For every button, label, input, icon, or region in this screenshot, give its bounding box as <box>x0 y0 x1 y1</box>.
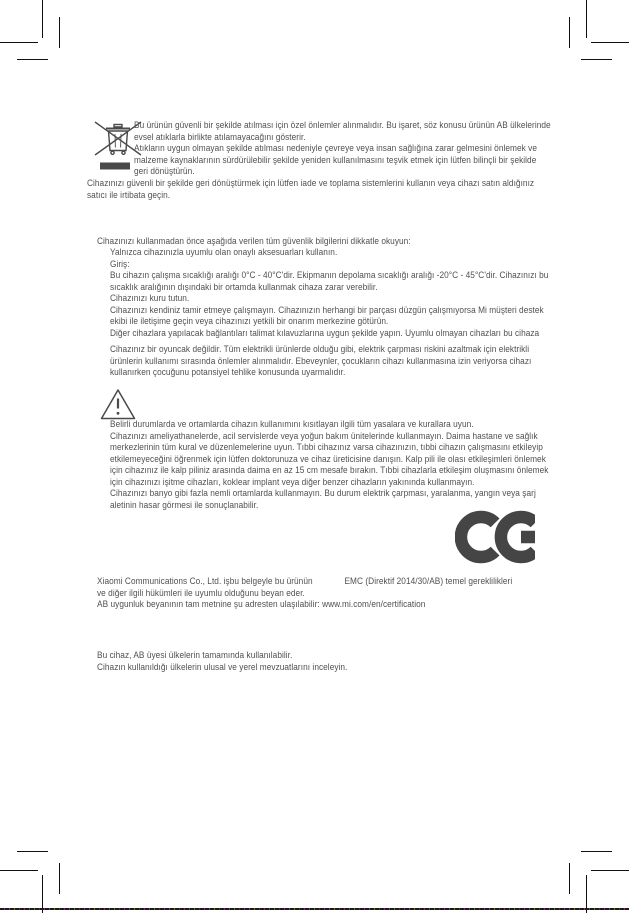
text-line: Cihazınızı ameliyathanelerde, acil servislerde veya yoğun bakım ünitelerinde kullanmayın. Daima hastane ve sağlık <box>110 430 538 441</box>
text-line: etkilemeyeceğini öğrenmek için lütfen doktorunuza ve cihaz üreticisine danışın. Kalp pili ile olası etkileşimleri önlemek <box>110 453 546 464</box>
crop-mark <box>581 59 612 60</box>
weee-bar <box>100 163 130 170</box>
crop-mark <box>0 42 38 43</box>
text-line: kullanırken çocuğunu potansiyel tehlike konusunda uyarmalıdır. <box>110 367 346 377</box>
text-line: Bu cihazın çalışma sıcaklığı aralığı 0°C - 40°C'dir. Ekipmanın depolama sıcaklığı aralığı -20°C - 45°C'dir. Cihazınızı bu <box>110 270 549 280</box>
text-line: Cihazınızı güvenli bir şekilde geri dönüştürmek için lütfen iade ve toplama sistemlerini kullanın veya cihazı satın aldığınız <box>87 178 535 188</box>
text-line: için cihazınızı işitme cihazları, koklear implant veya diğer benzer cihazların yakınında kullanmayın. <box>110 476 475 487</box>
usage-note <box>97 650 347 673</box>
text-line: sıcaklık aralığının dışındaki bir ortamda kullanmak cihaza zarar verebilir. <box>110 281 378 292</box>
print-color-strip <box>0 908 629 910</box>
text-line: Bu ürünün güvenli bir şekilde atılması için özel önlemler alınmalıdır. Bu işaret, söz konusu ürünün AB ülkelerinde <box>134 120 551 130</box>
safety-list <box>110 247 548 339</box>
weee-footer <box>87 178 534 201</box>
crop-mark <box>42 0 43 38</box>
declaration-left: Xiaomi Communications Co., Ltd. işbu belgeyle bu ürünün <box>97 576 313 586</box>
crop-mark <box>59 863 60 894</box>
text-line: Cihazınızı kuru tutun. <box>110 293 190 303</box>
text-line: Giriş: <box>110 258 130 269</box>
text-line: satıcı ile irtibata geçin. <box>87 189 171 200</box>
crop-mark <box>59 17 60 48</box>
text-line: malzeme kaynaklarının sürdürülebilir şekilde yeniden kullanılmasını teşvik etmek için lütfen bilinçli bir şekilde <box>134 154 537 165</box>
safety-intro: Cihazınızı kullanmadan önce aşağıda verilen tüm güvenlik bilgilerini dikkatle okuyun: <box>97 236 411 246</box>
declaration-line: AB uygunluk beyanının tam metnine şu adresten ulaşılabilir: www.mi.com/en/certification <box>97 599 426 609</box>
crop-mark <box>591 870 629 871</box>
safety-toy-paragraph <box>110 344 531 379</box>
text-line: evsel atıklarla birlikte atılamayacağını gösterir. <box>134 131 306 142</box>
text-line: Bu cihaz, AB üyesi ülkelerin tamamında kullanılabilir. <box>97 650 293 660</box>
crop-mark <box>569 863 570 894</box>
text-line: aletinin hasar görmesi ile sonuçlanabilir. <box>110 499 259 510</box>
text-line: geri dönüştürün. <box>134 166 195 176</box>
text-line: Yalnızca cihazınızla uyumlu olan onaylı aksesuarları kullanın. <box>110 247 338 257</box>
warning-triangle-icon <box>99 387 137 422</box>
text-line: Cihazınız bir oyuncak değildir. Tüm elektrikli ürünlerde olduğu gibi, elektrik çarpması riskini azaltmak için elektrikli <box>110 344 530 354</box>
text-line: için cihazınız ile kalp piliniz arasında daima en az 15 cm mesafe bırakın. Tıbbi cihazlarla etkileşim oluşmasını önlemek <box>110 465 549 475</box>
declaration-right: EMC (Direktif 2014/30/AB) temel gereklilikleri <box>344 576 513 586</box>
crop-mark <box>17 59 48 60</box>
text-line: Atıkların uygun olmayan şekilde atılması nedeniyle çevreye veya insan sağlığına zarar gelmesini önlemek ve <box>134 143 537 153</box>
warning-paragraph <box>110 419 548 511</box>
crop-mark <box>586 0 587 38</box>
text-line: Cihazınızı kendiniz tamir etmeye çalışmayın. Cihazınızın herhangi bir parçası düzgün çalışmıyorsa Mi müşteri destek <box>110 304 544 315</box>
crop-mark <box>0 870 38 871</box>
text-line: Cihazın kullanıldığı ülkelerin ulusal ve yerel mevzuatlarını inceleyin. <box>97 661 348 672</box>
crop-mark <box>591 42 629 43</box>
declaration-line <box>97 576 513 588</box>
ce-conformity-mark <box>455 509 535 565</box>
text-line: Cihazınızı banyo gibi fazla nemli ortamlarda kullanmayın. Bu durum elektrik çarpması, yaralanma, yangın veya şarj <box>110 488 536 498</box>
crop-mark <box>581 851 612 852</box>
text-line: Belirli durumlarda ve ortamlarda cihazın kullanımını kısıtlayan ilgili tüm yasalara ve kurallara uyun. <box>110 419 474 429</box>
text-line: merkezlerinin tüm kural ve düzenlemelerine uyun. Tıbbi cihazınız varsa cihazınızın, tıbbi cihazın çalışmasını etkileyip <box>110 442 543 452</box>
declaration-line: ve diğer ilgili hükümleri ile uyumlu olduğunu beyan eder. <box>97 587 305 598</box>
crop-mark <box>569 17 570 48</box>
text-line: Diğer cihazlara yapılacak bağlantıları talimat kılavuzlarına uygun şekilde yapın. Uyumlu olmayan cihazları bu cihaza <box>110 327 540 338</box>
text-line: ekibi ile iletişime geçin veya cihazınızı yetkili bir onarım merkezine götürün. <box>110 316 389 326</box>
weee-paragraph <box>134 120 551 178</box>
declaration-block <box>97 576 513 611</box>
text-line: ürünlerin kullanımı sırasında önlemler alınmalıdır. Ebeveynler, çocukların cihazı kullanmasına izin veriyorsa cihazı <box>110 355 532 366</box>
crop-mark <box>17 851 48 852</box>
